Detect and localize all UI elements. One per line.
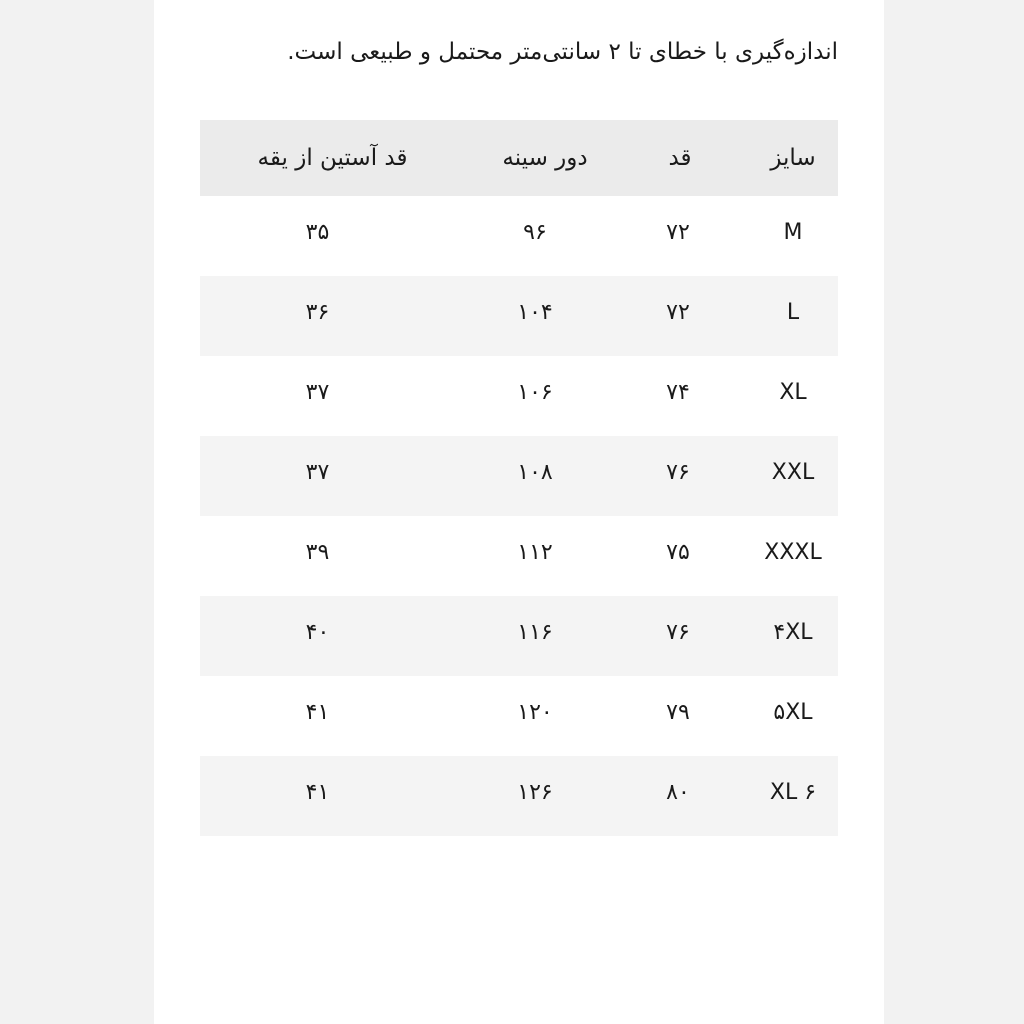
header-height: قد [668, 145, 692, 171]
cell-chest: ۱۱۶ [517, 620, 553, 645]
cell-chest: ۱۰۸ [517, 460, 553, 485]
cell-chest: ۱۲۰ [517, 700, 553, 725]
cell-height: ۷۲ [666, 220, 690, 245]
cell-chest: ۹۶ [523, 220, 547, 245]
cell-size: ۵XL [773, 700, 813, 725]
cell-size: XXL [771, 460, 815, 485]
cell-size: ۴XL [773, 620, 813, 645]
table-row [200, 356, 838, 436]
table-row [200, 516, 838, 596]
cell-chest: ۱۰۶ [517, 380, 553, 405]
cell-sleeve: ۴۱ [305, 780, 330, 805]
header-chest: دور سینه [502, 145, 588, 171]
cell-sleeve: ۳۷ [305, 460, 330, 485]
header-size: سایز [770, 145, 816, 171]
cell-height: ۷۶ [666, 460, 690, 485]
cell-sleeve: ۴۰ [305, 620, 330, 645]
table-row [200, 596, 838, 676]
cell-height: ۷۶ [666, 620, 690, 645]
table-row [200, 196, 838, 276]
cell-sleeve: ۳۵ [305, 220, 330, 245]
cell-size: L [786, 300, 800, 325]
cell-height: ۷۲ [666, 300, 690, 325]
cell-sleeve: ۳۹ [305, 540, 330, 565]
cell-sleeve: ۳۷ [305, 380, 330, 405]
cell-height: ۷۹ [666, 700, 690, 725]
table-row [200, 276, 838, 356]
table-row [200, 436, 838, 516]
cell-size: XXXL [764, 540, 822, 565]
cell-sleeve: ۴۱ [305, 700, 330, 725]
table-row [200, 676, 838, 756]
header-sleeve: قد آستین از یقه [257, 145, 408, 171]
cell-size: M [783, 220, 803, 245]
cell-sleeve: ۳۶ [305, 300, 330, 325]
size-table [200, 120, 838, 836]
cell-height: ۷۵ [666, 540, 690, 565]
cell-height: ۷۴ [666, 380, 690, 405]
cell-size: XL ۶ [769, 780, 817, 805]
measurement-note: اندازه‌گیری با خطای تا ۲ سانتی‌متر محتمل و طبیعی است. [287, 39, 838, 65]
cell-chest: ۱۲۶ [517, 780, 553, 805]
cell-chest: ۱۰۴ [517, 300, 553, 325]
cell-chest: ۱۱۲ [517, 540, 553, 565]
size-guide-page [154, 0, 884, 1024]
table-row [200, 756, 838, 836]
cell-size: XL [779, 380, 807, 405]
table-header-row [200, 120, 838, 196]
cell-height: ۸۰ [666, 780, 690, 805]
